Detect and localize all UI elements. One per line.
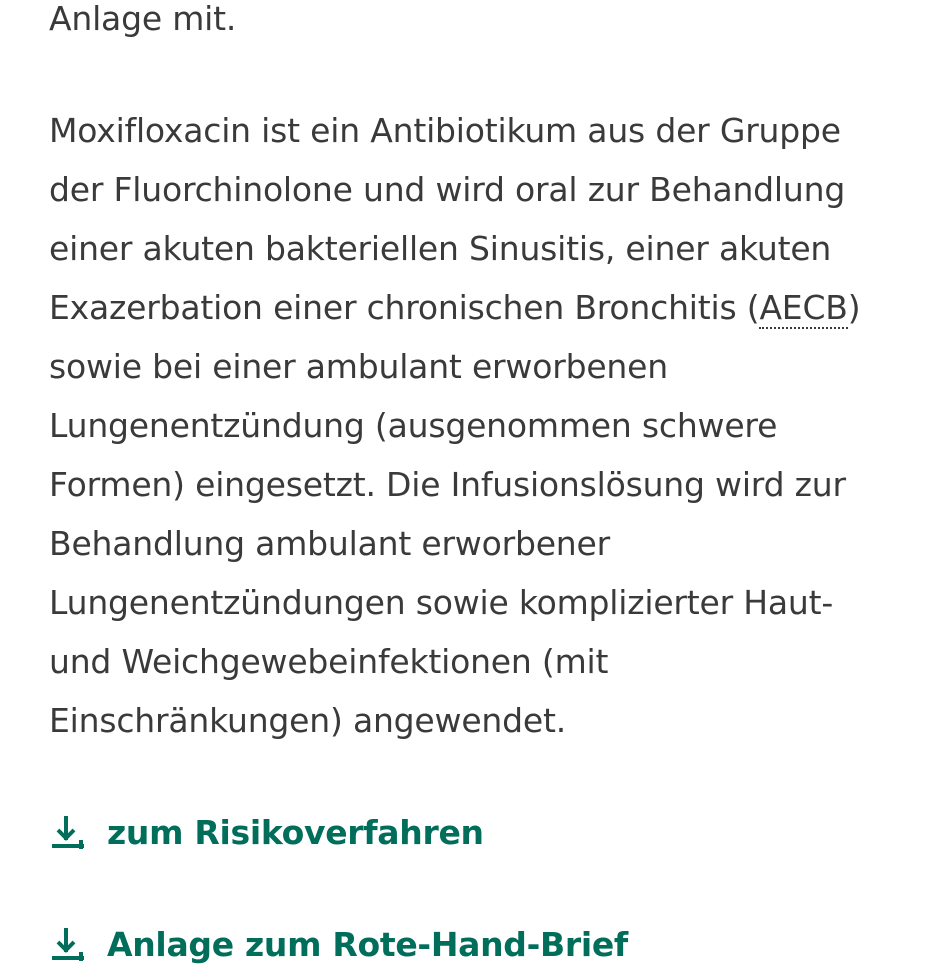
paragraph-line: Lungenentzündungen sowie komplizierter Haut-: [49, 583, 834, 622]
download-link-label: Anlage zum Rote-Hand-Brief: [107, 924, 628, 964]
paragraph-line: Moxifloxacin ist ein Antibiotikum aus der Gruppe: [49, 111, 841, 150]
paragraph-line: [49, 278, 860, 337]
download-icon: [49, 814, 85, 850]
paragraph-line: sowie bei einer ambulant erworbenen: [49, 347, 668, 386]
description-paragraph: [49, 101, 860, 750]
paragraph-line: Formen) eingesetzt. Die Infusionslösung wird zur: [49, 465, 846, 504]
download-link-risikoverfahren[interactable]: [49, 808, 484, 856]
paragraph-text: ): [847, 288, 861, 327]
paragraph-line: Behandlung ambulant erworbener: [49, 524, 610, 563]
paragraph-line: einer akuten bakteriellen Sinusitis, einer akuten: [49, 229, 832, 268]
paragraph-line: der Fluorchinolone und wird oral zur Behandlung: [49, 170, 846, 209]
abbreviation-aecb[interactable]: AECB: [759, 288, 848, 327]
paragraph-text: Exazerbation einer chronischen Bronchitis (: [49, 288, 760, 327]
paragraph-line: Lungenentzündung (ausgenommen schwere: [49, 406, 778, 445]
download-link-rote-hand-brief[interactable]: [49, 920, 628, 968]
download-icon: [49, 926, 85, 962]
paragraph-line: Einschränkungen) angewendet.: [49, 701, 567, 740]
download-link-label: zum Risikoverfahren: [107, 812, 484, 852]
paragraph-line: und Weichgewebeinfektionen (mit: [49, 642, 609, 681]
previous-paragraph-end: Anlage mit.: [49, 0, 237, 38]
